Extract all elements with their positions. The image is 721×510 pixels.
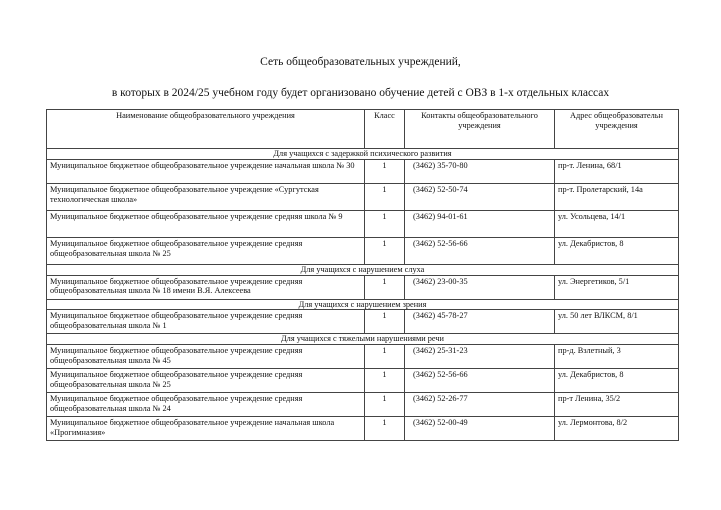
school-address: ул. Энергетиков, 5/1 xyxy=(555,275,679,299)
school-class: 1 xyxy=(365,393,405,417)
school-class: 1 xyxy=(365,237,405,264)
header-contacts: Контакты общеобразовательного учреждения xyxy=(405,110,555,149)
school-contact: (3462) 52-26-77 xyxy=(405,393,555,417)
school-contact: (3462) 52-56-66 xyxy=(405,237,555,264)
table-row xyxy=(47,310,679,334)
header-name: Наименование общеобразовательного учреждения xyxy=(47,110,365,149)
table-row xyxy=(47,183,679,210)
school-address: ул. Декабристов, 8 xyxy=(555,237,679,264)
school-contact: (3462) 52-56-66 xyxy=(405,369,555,393)
school-name: Муниципальное бюджетное общеобразовательное учреждение средняя общеобразовательная школа № 18 имени В.Я. Алексеева xyxy=(47,275,365,299)
group-title: Для учащихся с тяжелыми нарушениями речи xyxy=(47,334,679,345)
school-address: пр-т. Ленина, 68/1 xyxy=(555,159,679,183)
header-address: Адрес общеобразовательн учреждения xyxy=(555,110,679,149)
school-address: ул. Усольцева, 14/1 xyxy=(555,210,679,237)
school-address: пр-т Ленина, 35/2 xyxy=(555,393,679,417)
table-row xyxy=(47,159,679,183)
table-row xyxy=(47,345,679,369)
school-class: 1 xyxy=(365,310,405,334)
table-row xyxy=(47,369,679,393)
group-title: Для учащихся с нарушением зрения xyxy=(47,299,679,310)
school-name: Муниципальное бюджетное общеобразовательное учреждение средняя общеобразовательная школа № 25 xyxy=(47,237,365,264)
school-name: Муниципальное бюджетное общеобразовательное учреждение средняя общеобразовательная школа № 45 xyxy=(47,345,365,369)
table-row xyxy=(47,237,679,264)
school-contact: (3462) 45-78-27 xyxy=(405,310,555,334)
group-heading-row xyxy=(47,264,679,275)
table-header-row xyxy=(47,110,679,149)
group-heading-row xyxy=(47,299,679,310)
school-contact: (3462) 52-50-74 xyxy=(405,183,555,210)
school-contact: (3462) 52-00-49 xyxy=(405,417,555,441)
school-contact: (3462) 23-00-35 xyxy=(405,275,555,299)
school-name: Муниципальное бюджетное общеобразовательное учреждение «Сургутская технологическая школа» xyxy=(47,183,365,210)
school-class: 1 xyxy=(365,210,405,237)
table-row xyxy=(47,210,679,237)
school-address: ул. 50 лет ВЛКСМ, 8/1 xyxy=(555,310,679,334)
school-name: Муниципальное бюджетное общеобразовательное учреждение средняя общеобразовательная школа № 25 xyxy=(47,369,365,393)
school-class: 1 xyxy=(365,369,405,393)
table-row xyxy=(47,393,679,417)
school-contact: (3462) 94-01-61 xyxy=(405,210,555,237)
school-address: пр-д. Взлетный, 3 xyxy=(555,345,679,369)
school-name: Муниципальное бюджетное общеобразовательное учреждение средняя общеобразовательная школа № 24 xyxy=(47,393,365,417)
group-title: Для учащихся с нарушением слуха xyxy=(47,264,679,275)
document-subtitle: в которых в 2024/25 учебном году будет организовано обучение детей с ОВЗ в 1-х отдельных классах xyxy=(111,87,610,99)
school-name: Муниципальное бюджетное общеобразовательное учреждение средняя общеобразовательная школа № 1 xyxy=(47,310,365,334)
table-row xyxy=(47,275,679,299)
school-name: Муниципальное бюджетное общеобразовательное учреждение начальная школа № 30 xyxy=(47,159,365,183)
school-address: пр-т. Пролетарский, 14а xyxy=(555,183,679,210)
school-class: 1 xyxy=(365,275,405,299)
header-class: Класс xyxy=(365,110,405,149)
school-class: 1 xyxy=(365,345,405,369)
school-contact: (3462) 35-70-80 xyxy=(405,159,555,183)
school-class: 1 xyxy=(365,417,405,441)
school-address: ул. Лермонтова, 8/2 xyxy=(555,417,679,441)
school-class: 1 xyxy=(365,159,405,183)
school-contact: (3462) 25-31-23 xyxy=(405,345,555,369)
document-title: Сеть общеобразовательных учреждений, xyxy=(260,56,461,68)
group-heading-row xyxy=(47,334,679,345)
group-title: Для учащихся с задержкой психического развития xyxy=(47,149,679,160)
school-name: Муниципальное бюджетное общеобразовательное учреждение начальная школа «Прогимназия» xyxy=(47,417,365,441)
school-class: 1 xyxy=(365,183,405,210)
school-address: ул. Декабристов, 8 xyxy=(555,369,679,393)
schools-table xyxy=(46,109,679,441)
group-heading-row xyxy=(47,149,679,160)
table-row xyxy=(47,417,679,441)
school-name: Муниципальное бюджетное общеобразовательное учреждение средняя школа № 9 xyxy=(47,210,365,237)
